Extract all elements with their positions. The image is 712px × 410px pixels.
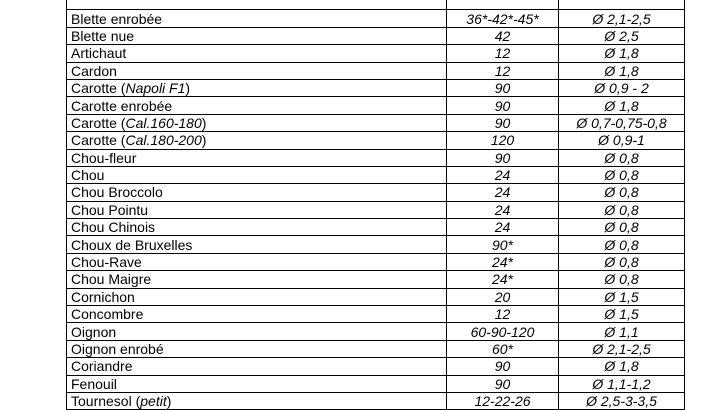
table-body xyxy=(67,0,685,410)
seed-count-cell: 90 xyxy=(447,97,559,114)
vegetable-name-suffix: ) xyxy=(185,80,191,97)
vegetable-name-suffix: ) xyxy=(201,114,207,131)
vegetable-name-cell xyxy=(67,45,447,62)
table-row xyxy=(67,288,685,305)
seed-count-cell: 12 xyxy=(447,45,559,62)
vegetable-name: Tournesol ( xyxy=(71,393,141,410)
table-row xyxy=(67,184,685,201)
vegetable-name: Carotte ( xyxy=(71,114,126,131)
vegetable-name-cell xyxy=(67,166,447,183)
table-row xyxy=(67,149,685,166)
vegetable-name-cell xyxy=(67,10,447,27)
table-row xyxy=(67,392,685,409)
seed-count-cell: 120 xyxy=(447,132,559,149)
vegetable-name-cell xyxy=(67,0,447,10)
vegetable-name-cell xyxy=(67,340,447,357)
vegetable-name: Choux de Bruxelles xyxy=(71,236,193,253)
seed-size-cell: Ø 1,8 xyxy=(559,62,685,79)
table-row xyxy=(67,27,685,44)
table-row xyxy=(67,79,685,96)
vegetable-name: Carotte enrobée xyxy=(71,97,173,114)
vegetable-name: Carotte ( xyxy=(71,80,126,97)
seed-size-cell: Ø 0,8 xyxy=(559,149,685,166)
variety-name: Cal.160-180 xyxy=(125,114,202,131)
seed-table xyxy=(66,0,685,410)
seed-size-cell: Ø 0,8 xyxy=(559,253,685,270)
seed-size-cell: Ø 0,8 xyxy=(559,236,685,253)
seed-size-cell: Ø 0,8 xyxy=(559,201,685,218)
vegetable-name-cell xyxy=(67,358,447,375)
seed-size-cell: Ø 2,1-2,5 xyxy=(559,10,685,27)
seed-size-cell: Ø 0,9-1 xyxy=(559,132,685,149)
vegetable-name-cell xyxy=(67,184,447,201)
seed-count-cell: 90 xyxy=(447,79,559,96)
seed-count-cell: 24 xyxy=(447,166,559,183)
variety-name: petit xyxy=(140,393,167,410)
vegetable-name: Chou Broccolo xyxy=(71,184,163,201)
seed-size-cell: Ø 0,8 xyxy=(559,271,685,288)
vegetable-name: Concombre xyxy=(71,306,144,323)
vegetable-name-cell xyxy=(67,219,447,236)
seed-count-cell: 24 xyxy=(447,201,559,218)
vegetable-name-cell xyxy=(67,271,447,288)
table-row xyxy=(67,201,685,218)
table-row xyxy=(67,219,685,236)
seed-count-cell: 60* xyxy=(447,340,559,357)
vegetable-name-cell xyxy=(67,392,447,409)
vegetable-name-suffix: ) xyxy=(166,393,172,410)
seed-count-cell: 12-22-26 xyxy=(447,392,559,409)
seed-count-cell: 90 xyxy=(447,375,559,392)
vegetable-name: Chou Pointu xyxy=(71,201,149,218)
table-row xyxy=(67,306,685,323)
table-row xyxy=(67,236,685,253)
seed-count-cell xyxy=(447,0,559,10)
table-row xyxy=(67,323,685,340)
vegetable-name: Chou xyxy=(71,167,105,184)
vegetable-name: Oignon xyxy=(71,323,117,340)
vegetable-name-cell xyxy=(67,149,447,166)
seed-size-cell: Ø 1,5 xyxy=(559,306,685,323)
vegetable-name: Fenouil xyxy=(71,375,117,392)
vegetable-name: Blette enrobée xyxy=(71,10,163,27)
vegetable-name-cell xyxy=(67,253,447,270)
seed-count-cell: 12 xyxy=(447,306,559,323)
seed-count-cell: 90* xyxy=(447,236,559,253)
vegetable-name: Chou-Rave xyxy=(71,254,142,271)
table-row xyxy=(67,340,685,357)
vegetable-name: Coriandre xyxy=(71,358,133,375)
vegetable-name-cell xyxy=(67,62,447,79)
seed-size-cell: Ø 1,8 xyxy=(559,97,685,114)
seed-count-cell: 90 xyxy=(447,149,559,166)
vegetable-name-cell xyxy=(67,306,447,323)
vegetable-name-cell xyxy=(67,288,447,305)
vegetable-name-suffix: ) xyxy=(201,132,207,149)
table-row xyxy=(67,271,685,288)
vegetable-name: Oignon enrobé xyxy=(71,341,164,357)
seed-size-cell: Ø 0,8 xyxy=(559,219,685,236)
vegetable-name-cell xyxy=(67,236,447,253)
seed-count-cell: 24* xyxy=(447,253,559,270)
seed-count-cell: 24 xyxy=(447,184,559,201)
seed-size-cell: Ø 1,8 xyxy=(559,45,685,62)
seed-size-cell: Ø 2,5-3-3,5 xyxy=(559,392,685,409)
table-row xyxy=(67,0,685,10)
vegetable-name: Carotte ( xyxy=(71,132,126,149)
vegetable-name-cell xyxy=(67,201,447,218)
vegetable-name-cell xyxy=(67,375,447,392)
seed-size-cell: Ø 2,5 xyxy=(559,27,685,44)
vegetable-name-cell xyxy=(67,132,447,149)
seed-size-cell: Ø 0,8 xyxy=(559,166,685,183)
seed-count-cell: 24* xyxy=(447,271,559,288)
table-row xyxy=(67,358,685,375)
vegetable-name: Cornichon xyxy=(71,288,135,305)
table-row xyxy=(67,62,685,79)
table-row xyxy=(67,375,685,392)
vegetable-name-cell xyxy=(67,97,447,114)
table-row xyxy=(67,10,685,27)
seed-count-cell: 20 xyxy=(447,288,559,305)
seed-count-cell: 42 xyxy=(447,27,559,44)
table-row xyxy=(67,253,685,270)
table-row xyxy=(67,132,685,149)
seed-count-cell: 60-90-120 xyxy=(447,323,559,340)
vegetable-name-cell xyxy=(67,114,447,131)
vegetable-name-cell xyxy=(67,79,447,96)
seed-size-cell: Ø 1,1-1,2 xyxy=(559,375,685,392)
seed-count-cell: 90 xyxy=(447,114,559,131)
vegetable-name: Artichaut xyxy=(71,45,127,62)
table-row xyxy=(67,97,685,114)
seed-count-cell: 90 xyxy=(447,358,559,375)
seed-size-cell: Ø 0,8 xyxy=(559,184,685,201)
vegetable-name: Chou Maigre xyxy=(71,271,152,288)
seed-size-cell xyxy=(559,0,685,10)
table-row xyxy=(67,114,685,131)
seed-size-cell: Ø 0,7-0,75-0,8 xyxy=(559,114,685,131)
seed-count-cell: 36*-42*-45* xyxy=(447,10,559,27)
seed-size-cell: Ø 2,1-2,5 xyxy=(559,340,685,357)
vegetable-name: Chou Chinois xyxy=(71,219,156,236)
seed-size-cell: Ø 0,9 - 2 xyxy=(559,79,685,96)
seed-size-cell: Ø 1,5 xyxy=(559,288,685,305)
vegetable-name-cell xyxy=(67,27,447,44)
vegetable-name: Blette nue xyxy=(71,27,135,44)
seed-count-cell: 12 xyxy=(447,62,559,79)
seed-count-cell: 24 xyxy=(447,219,559,236)
table-row xyxy=(67,166,685,183)
vegetable-name-cell xyxy=(67,323,447,340)
seed-size-cell: Ø 1,1 xyxy=(559,323,685,340)
vegetable-name: Cardon xyxy=(71,62,117,79)
variety-name: Napoli F1 xyxy=(125,80,186,97)
variety-name: Cal.180-200 xyxy=(125,132,202,149)
vegetable-name: Chou-fleur xyxy=(71,149,137,166)
table-row xyxy=(67,45,685,62)
seed-size-cell: Ø 1,8 xyxy=(559,358,685,375)
